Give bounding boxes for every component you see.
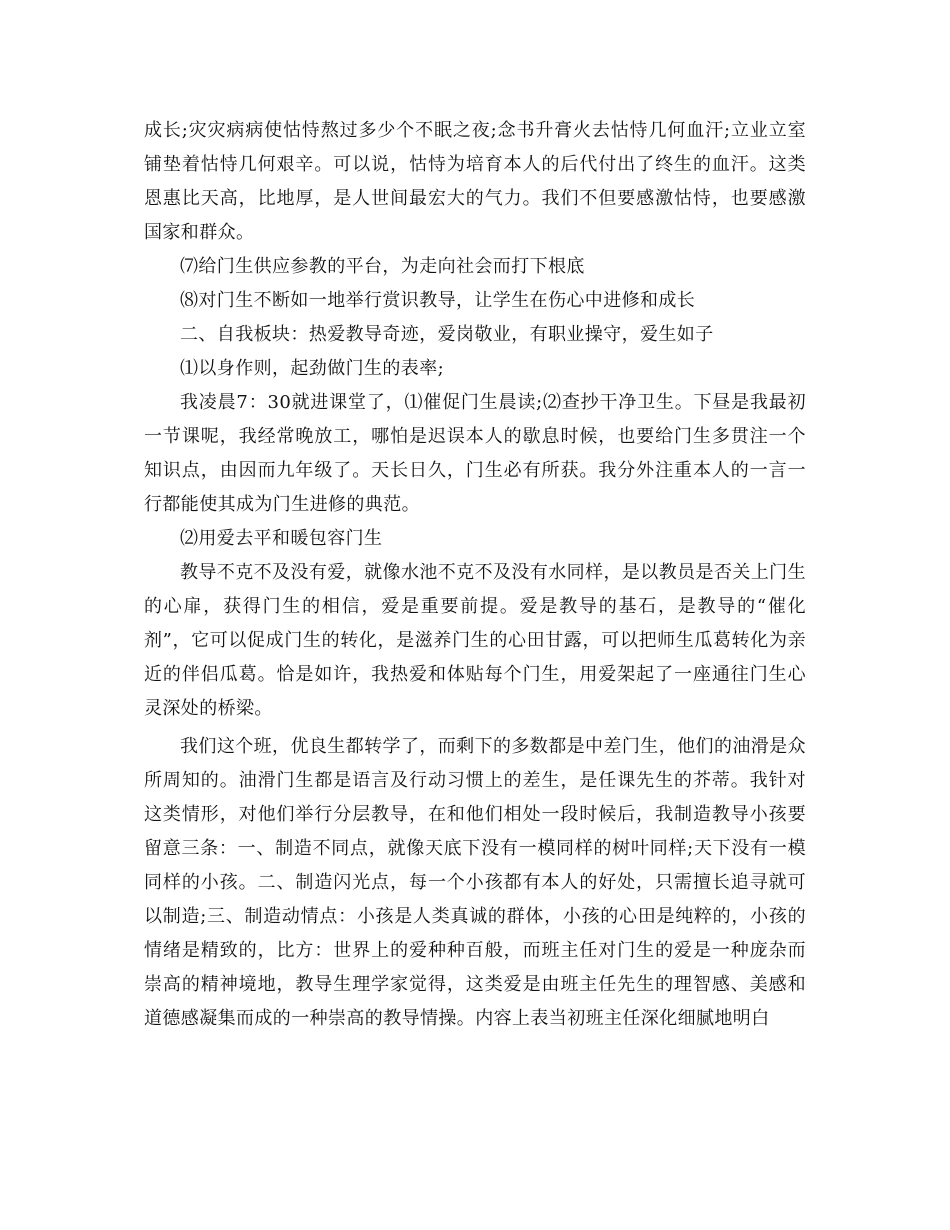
paragraph-morning: 我凌晨7：30就进课堂了，⑴催促门生晨读;⑵查抄干净卫生。下昼是我最初一节课呢，我经常晚放工，哪怕是迟误本人的歇息时候，也要给门生多贯注一个知识点，由因而九年级了。天长日久，门生必有所获。我分外注重本人的一言一行都能使其成为门生进修的典范。 <box>144 392 806 515</box>
document-page <box>144 114 806 1036</box>
paragraph-continued: 成长;灾灾病病使怙恃熬过多少个不眠之夜;念书升膏火去怙恃几何血汗;立业立室铺垫着怙恃几何艰辛。可以说，怙恃为培育本人的后代付出了终生的血汗。这类恩惠比天高，比地厚，是人世间最宏大的气力。我们不但要感激怙恃，也要感激国家和群众。 <box>144 120 806 243</box>
section-heading-2: 二、自我板块：热爱教导奇迹，爱岗敬业，有职业操守，爱生如子 <box>180 324 714 345</box>
paragraph-item-8: ⑻对门生不断如一地举行赏识教导，让学生在伤心中进修和成长 <box>180 290 696 311</box>
subheading-1: ⑴以身作则，起劲做门生的表率; <box>180 358 445 379</box>
paragraph-love: 教导不克不及没有爱，就像水池不克不及没有水同样，是以教员是否关上门生的心扉，获得门生的相信，爱是重要前提。爱是教导的基石，是教导的“催化剂”，它可以促成门生的转化，是滋养门生的心田甘露，可以把师生瓜葛转化为亲近的伴侣瓜葛。恰是如许，我热爱和体贴每个门生，用爱架起了一座通往门生心灵深处的桥梁。 <box>144 562 806 719</box>
paragraph-item-7: ⑺给门生供应参教的平台，为走向社会而打下根底 <box>180 256 585 277</box>
paragraph-class: 我们这个班，优良生都转学了，而剩下的多数都是中差门生，他们的油滑是众所周知的。油滑门生都是语言及行动习惯上的差生，是任课先生的芥蒂。我针对这类情形，对他们举行分层教导，在和他们相处一段时候后，我制造教导小孩要留意三条：一、制造不同点，就像天底下没有一模同样的树叶同样;天下没有一模同样的小孩。二、制造闪光点，每一个小孩都有本人的好处，只需擅长追寻就可以制造;三、制造动情点：小孩是人类真诚的群体，小孩的心田是纯粹的，小孩的情绪是精致的，比方：世界上的爱种种百般，而班主任对门生的爱是一种庞杂而崇高的精神境地，教导生理学家觉得，这类爱是由班主任先生的理智感、美感和道德感凝集而成的一种崇高的教导情操。内容上表当初班主任深化细腻地明白 <box>144 736 806 1029</box>
subheading-2: ⑵用爱去平和暖包容门生 <box>180 528 383 549</box>
